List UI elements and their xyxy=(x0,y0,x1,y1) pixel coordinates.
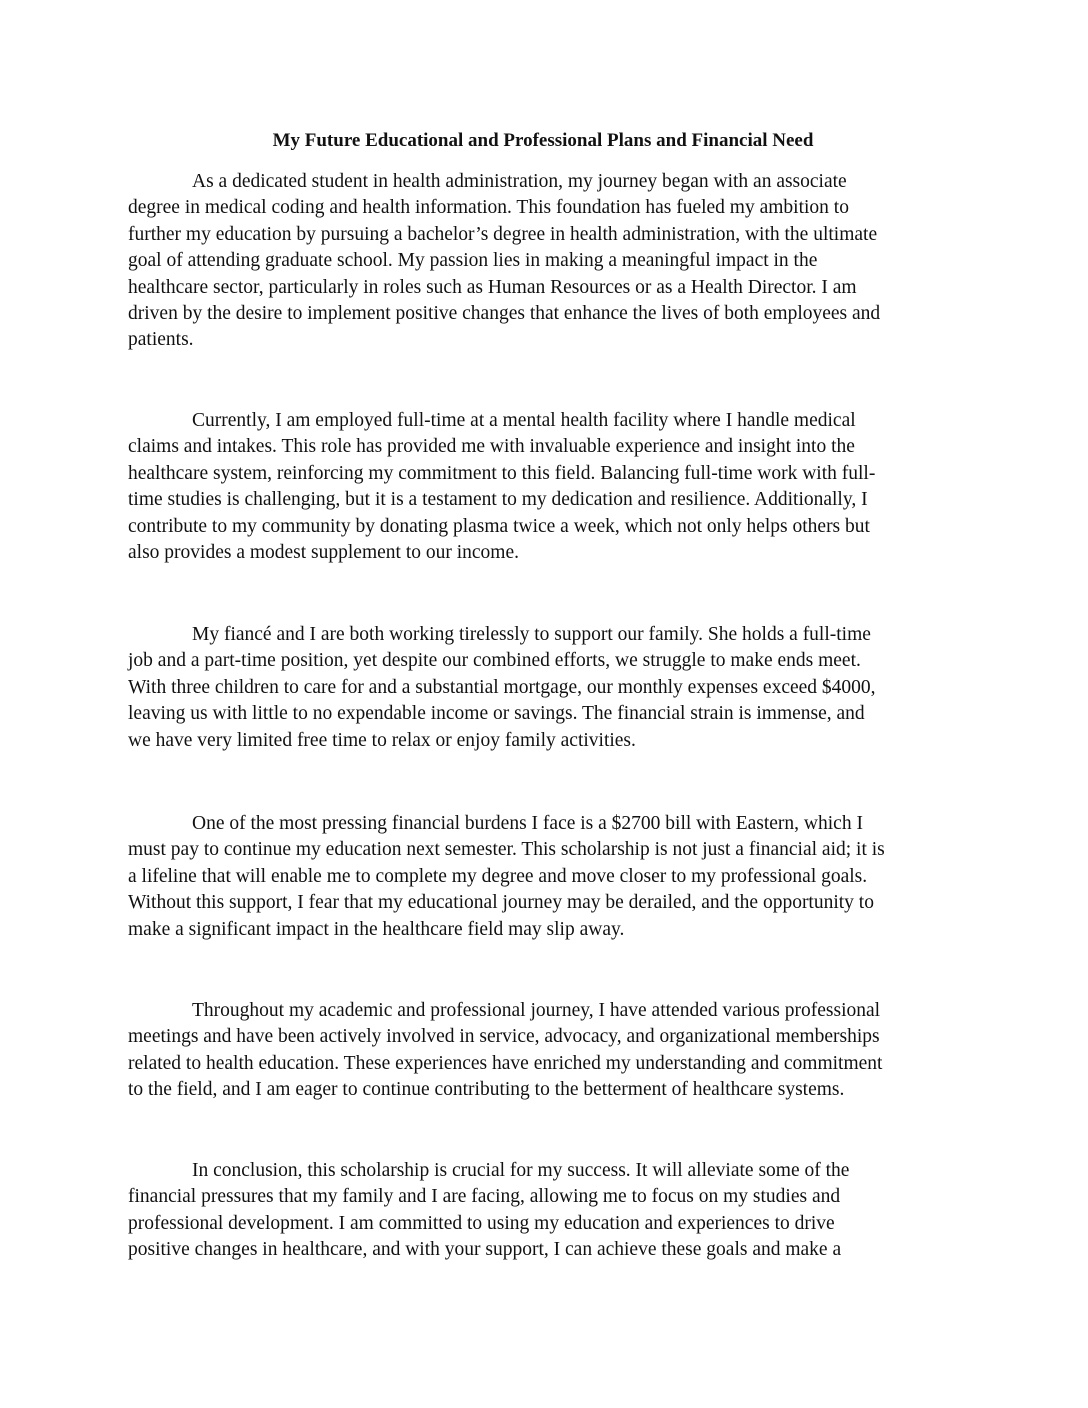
paragraph-line: time studies is challenging, but it is a testament to my dedication and resilience. Additionally, I xyxy=(128,489,868,511)
paragraph-professional-involvement xyxy=(128,998,964,1104)
paragraph-line: With three children to care for and a substantial mortgage, our monthly expenses exceed $4000, xyxy=(128,676,876,698)
paragraph-line: My fiancé and I are both working tirelessly to support our family. She holds a full-time xyxy=(192,624,871,645)
document-title: My Future Educational and Professional Plans and Financial Need xyxy=(272,130,814,151)
paragraph-line: driven by the desire to implement positive changes that enhance the lives of both employees and xyxy=(128,303,881,325)
paragraph-line: degree in medical coding and health information. This foundation has fueled my ambition to xyxy=(128,197,849,219)
paragraph-line: further my education by pursuing a bachelor’s degree in health administration, with the ultimate xyxy=(128,223,878,245)
paragraph-current-employment xyxy=(128,408,964,566)
paragraph-line: financial pressures that my family and I are facing, allowing me to focus on my studies and xyxy=(128,1186,841,1208)
paragraph-line: positive changes in healthcare, and with your support, I can achieve these goals and make a xyxy=(128,1239,842,1261)
paragraph-line: Throughout my academic and professional journey, I have attended various professional xyxy=(192,1000,881,1021)
paragraph-line: Currently, I am employed full-time at a mental health facility where I handle medical xyxy=(192,410,856,431)
paragraph-line: professional development. I am committed to using my education and experiences to drive xyxy=(128,1212,835,1234)
paragraph-conclusion xyxy=(128,1158,964,1264)
paragraph-line: goal of attending graduate school. My passion lies in making a meaningful impact in the xyxy=(128,250,818,272)
paragraph-line: patients. xyxy=(128,329,194,351)
paragraph-educational-plans xyxy=(128,169,964,354)
paragraph-line: contribute to my community by donating plasma twice a week, which not only helps others but xyxy=(128,515,870,537)
paragraph-line: we have very limited free time to relax or enjoy family activities. xyxy=(128,729,636,751)
paragraph-line: healthcare sector, particularly in roles such as Human Resources or as a Health Director. I am xyxy=(128,276,857,298)
paragraph-line: also provides a modest supplement to our income. xyxy=(128,542,520,564)
paragraph-line: healthcare system, reinforcing my commitment to this field. Balancing full-time work with full- xyxy=(128,462,876,484)
paragraph-family-finances xyxy=(128,622,964,754)
paragraph-line: job and a part-time position, yet despite our combined efforts, we struggle to make ends meet. xyxy=(128,650,861,672)
paragraph-line: leaving us with little to no expendable income or savings. The financial strain is immense, and xyxy=(128,703,865,725)
paragraph-line: meetings and have been actively involved in service, advocacy, and organizational memberships xyxy=(128,1026,880,1048)
paragraph-line: claims and intakes. This role has provided me with invaluable experience and insight into the xyxy=(128,436,855,458)
paragraph-line: As a dedicated student in health administration, my journey began with an associate xyxy=(192,171,847,192)
paragraph-line: related to health education. These experiences have enriched my understanding and commitment xyxy=(128,1052,883,1074)
paragraph-line: to the field, and I am eager to continue contributing to the betterment of healthcare systems. xyxy=(128,1079,845,1101)
paragraph-line: Without this support, I fear that my educational journey may be derailed, and the opportunity to xyxy=(128,892,874,914)
paragraph-financial-burden xyxy=(128,811,964,943)
paragraph-line: One of the most pressing financial burdens I face is a $2700 bill with Eastern, which I xyxy=(192,813,863,834)
paragraph-line: a lifeline that will enable me to complete my degree and move closer to my professional goals. xyxy=(128,865,868,887)
paragraph-line: In conclusion, this scholarship is crucial for my success. It will alleviate some of the xyxy=(192,1160,850,1181)
paragraph-line: must pay to continue my education next semester. This scholarship is not just a financial aid; it is xyxy=(128,839,885,861)
paragraph-line: make a significant impact in the healthcare field may slip away. xyxy=(128,918,625,940)
